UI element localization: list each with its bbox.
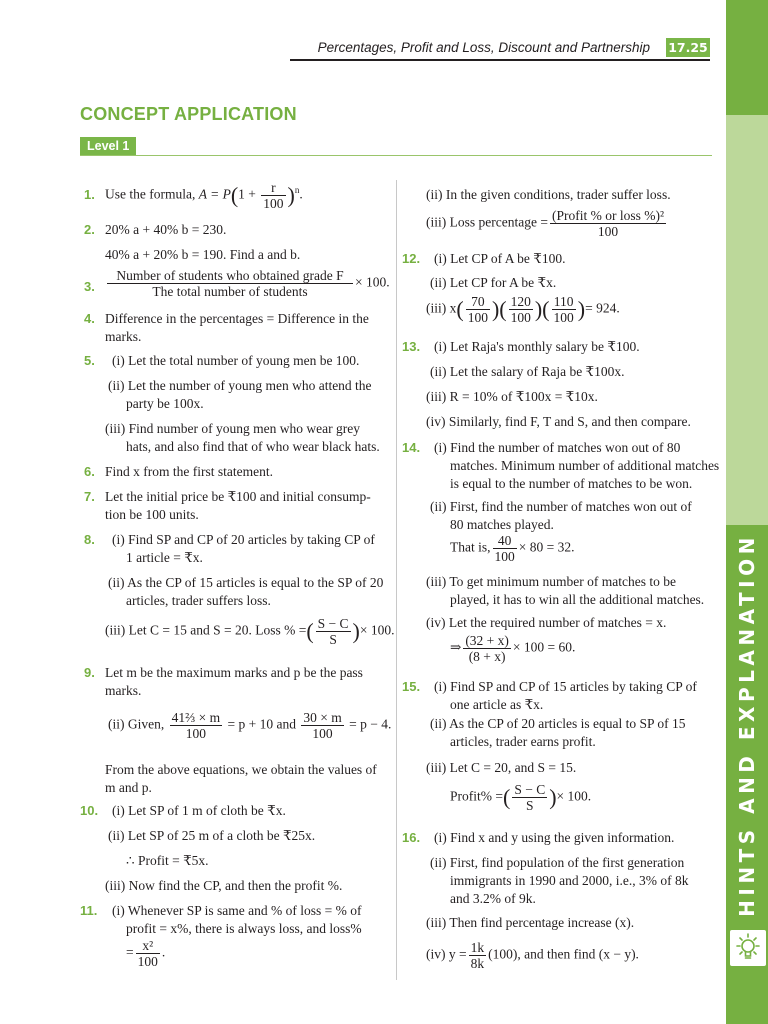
item-15: (i) Find SP and CP of 15 articles by taking CP of bbox=[434, 679, 697, 694]
item-7: Let the initial price be ₹100 and initial consump- bbox=[105, 489, 371, 504]
item-12: (i) Let CP of A be ₹100. bbox=[434, 251, 566, 266]
item-number: 8. bbox=[84, 532, 95, 547]
column-divider bbox=[396, 180, 397, 980]
running-title: Percentages, Profit and Loss, Discount and Partnership bbox=[317, 40, 650, 55]
level-badge: Level 1 bbox=[80, 137, 136, 156]
item-number: 3. bbox=[84, 279, 95, 294]
item-number: 10. bbox=[80, 803, 99, 818]
sidebar-light-band bbox=[726, 115, 768, 525]
item-11-formula: = $\frac{\text{x²}}{100}$ . bbox=[126, 938, 166, 969]
item-number: 13. bbox=[402, 339, 421, 354]
level-rule bbox=[80, 155, 712, 156]
item-number: 4. bbox=[84, 311, 95, 326]
item-14-equation: ⇒ $\frac{(32 + x)}{(8 + x)}$ × 100 = 60. bbox=[450, 633, 576, 664]
item-2: 20% a + 40% b = 230. bbox=[105, 222, 227, 237]
item-number: 2. bbox=[84, 222, 95, 237]
item-15-formula: Profit% =( $\frac{S - C}{S}$ )× 100. bbox=[450, 782, 592, 813]
item-number: 11. bbox=[80, 903, 98, 918]
item-14-formula: That is, $\frac{40}{100}$ × 80 = 32. bbox=[450, 533, 575, 564]
item-11-cont: (ii) In the given conditions, trader suffer loss. bbox=[426, 187, 671, 202]
item-13: (i) Let Raja's monthly salary be ₹100. bbox=[434, 339, 640, 354]
running-header bbox=[290, 38, 710, 58]
item-number: 7. bbox=[84, 489, 95, 504]
item-11-loss-formula: (iii) Loss percentage = $\frac{\text{(Profit \% or loss \%)²}}{100}$ bbox=[426, 208, 664, 239]
item-9: Let m be the maximum marks and p be the pass bbox=[105, 665, 363, 680]
item-12-formula: (iii) x( $\frac{70}{100}$ )( $\frac{120}{100}$ )( $\frac{110}{100}$ )= 924. bbox=[426, 294, 620, 325]
item-number: 1. bbox=[84, 187, 95, 202]
item-number: 15. bbox=[402, 679, 421, 694]
header-rule bbox=[290, 59, 710, 61]
item-number: 12. bbox=[402, 251, 421, 266]
item-6: Find x from the first statement. bbox=[105, 464, 273, 479]
item-number: 5. bbox=[84, 353, 95, 368]
sidebar-label-text: HINTS AND EXPLANATION bbox=[735, 533, 759, 917]
section-title: CONCEPT APPLICATION bbox=[80, 104, 297, 124]
item-16: (i) Find x and y using the given information. bbox=[434, 830, 675, 845]
item-11: (i) Whenever SP is same and % of loss = % of bbox=[112, 903, 362, 918]
item-8: (i) Find SP and CP of 20 articles by taking CP of bbox=[112, 532, 375, 547]
page-number-badge: 17.25 bbox=[666, 38, 710, 57]
lightbulb-icon bbox=[730, 930, 766, 966]
item-4: Difference in the percentages = Difference in the bbox=[105, 311, 369, 326]
item-14: (i) Find the number of matches won out of 80 bbox=[434, 440, 681, 455]
item-number: 6. bbox=[84, 464, 95, 479]
item-9-formula: (ii) Given, $\frac{\text{41⅔ × m}}{100}$ = p + 10 and $\frac{30 \times m}{100}$ = p − 4. bbox=[108, 710, 392, 741]
item-3: $\frac{\text{Number of students who obtained grade F}}{\text{The total number of students}}$ × 100. bbox=[105, 268, 390, 299]
item-2-line-2: 40% a + 20% b = 190. Find a and b. bbox=[105, 247, 301, 262]
item-5: (i) Let the total number of young men be 100. bbox=[112, 353, 360, 368]
item-number: 16. bbox=[402, 830, 421, 845]
sidebar-label bbox=[726, 535, 768, 915]
item-16-formula: (iv) y = $\frac{1k}{8k}$ (100), and then find (x − y). bbox=[426, 940, 639, 971]
item-10: (i) Let SP of 1 m of cloth be ₹x. bbox=[112, 803, 286, 818]
item-8-formula: (iii) Let C = 15 and S = 20. Loss % =( $\frac{S - C}{S}$ )× 100. bbox=[105, 616, 395, 647]
item-number: 14. bbox=[402, 440, 421, 455]
item-number: 9. bbox=[84, 665, 95, 680]
item-1: Use the formula, A = P(1 + $\frac{r}{100}$ )$^n$. bbox=[105, 180, 303, 211]
